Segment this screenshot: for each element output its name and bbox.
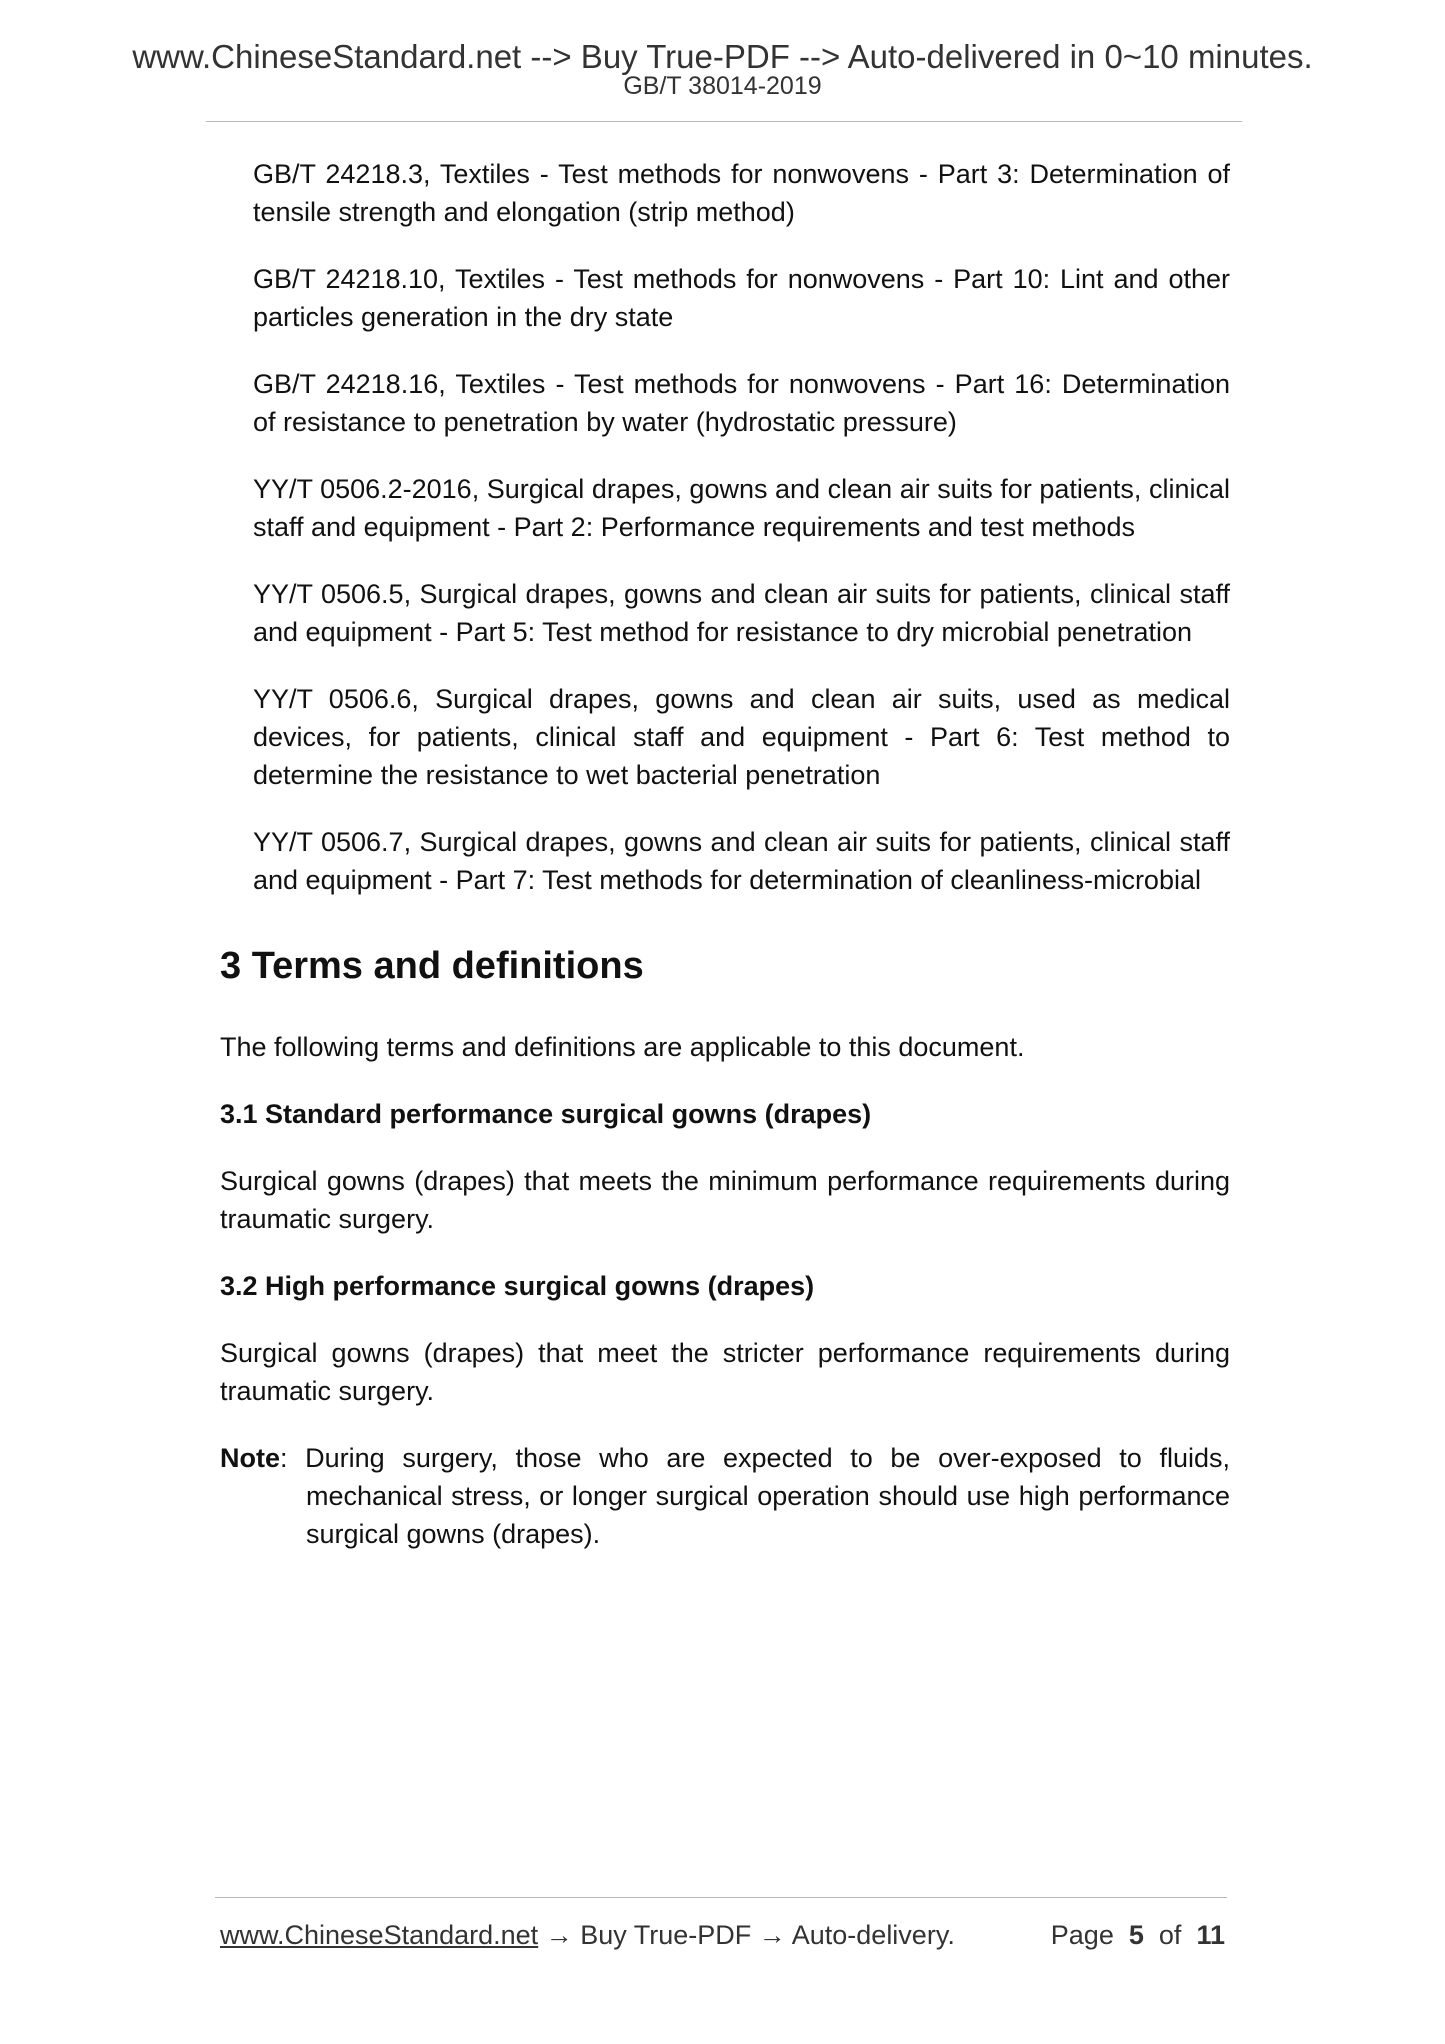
note-text: : During surgery, those who are expected to be over-exposed to fluids, mechanical stress, or longer surgical operation should use high performance surgical gowns (drapes).: [280, 1443, 1230, 1549]
note-paragraph: [220, 1439, 1230, 1553]
website-link[interactable]: www.ChineseStandard.net: [220, 1920, 539, 1950]
reference-item: YY/T 0506.7, Surgical drapes, gowns and clean air suits for patients, clinical staff and equipment - Part 7: Test methods for determination of cleanliness-microbial: [253, 827, 1230, 895]
page-content: [220, 155, 1230, 1553]
section-intro: The following terms and definitions are applicable to this document.: [220, 1032, 1025, 1062]
term-heading: 3.1 Standard performance surgical gowns (drapes): [220, 1099, 872, 1129]
document-code: GB/T 38014-2019: [623, 72, 822, 100]
term-definition: Surgical gowns (drapes) that meets the minimum performance requirements during traumatic surgery.: [220, 1166, 1230, 1234]
normative-references-list: [253, 155, 1230, 899]
reference-item: GB/T 24218.3, Textiles - Test methods for nonwovens - Part 3: Determination of tensile strength and elongation (strip method): [253, 159, 1230, 227]
reference-item: GB/T 24218.16, Textiles - Test methods for nonwovens - Part 16: Determination of resistance to penetration by water (hydrostatic pressure): [253, 369, 1230, 437]
footer-divider: [215, 1897, 1227, 1898]
page-of: of: [1158, 1920, 1182, 1950]
section-heading: 3 Terms and definitions: [220, 945, 644, 987]
page-indicator: [1051, 1918, 1225, 1952]
page-total: 11: [1196, 1920, 1225, 1950]
term-definition: Surgical gowns (drapes) that meet the stricter performance requirements during traumatic surgery.: [220, 1338, 1230, 1406]
reference-item: GB/T 24218.10, Textiles - Test methods for nonwovens - Part 10: Lint and other particles generation in the dry state: [253, 264, 1230, 332]
footer-left: [220, 1918, 955, 1952]
reference-item: YY/T 0506.5, Surgical drapes, gowns and clean air suits for patients, clinical staff and equipment - Part 5: Test method for resistance to dry microbial penetration: [253, 579, 1230, 647]
reference-item: YY/T 0506.2-2016, Surgical drapes, gowns and clean air suits for patients, clinical staff and equipment - Part 2: Performance requirements and test methods: [253, 474, 1230, 542]
page-label: Page: [1050, 1920, 1114, 1950]
header-divider: [206, 121, 1242, 122]
reference-item: YY/T 0506.6, Surgical drapes, gowns and clean air suits, used as medical devices, for patients, clinical staff and equipment - Part 6: Test method to determine the resistance to wet bacterial penetration: [253, 684, 1230, 790]
footer-tagline: → Buy True-PDF → Auto-delivery.: [538, 1920, 955, 1950]
top-banner: www.ChineseStandard.net --> Buy True-PDF --> Auto-delivered in 0~10 minutes.: [132, 38, 1313, 75]
note-label: Note: [220, 1443, 280, 1473]
term-heading: 3.2 High performance surgical gowns (drapes): [220, 1271, 815, 1301]
page-current: 5: [1128, 1920, 1144, 1950]
